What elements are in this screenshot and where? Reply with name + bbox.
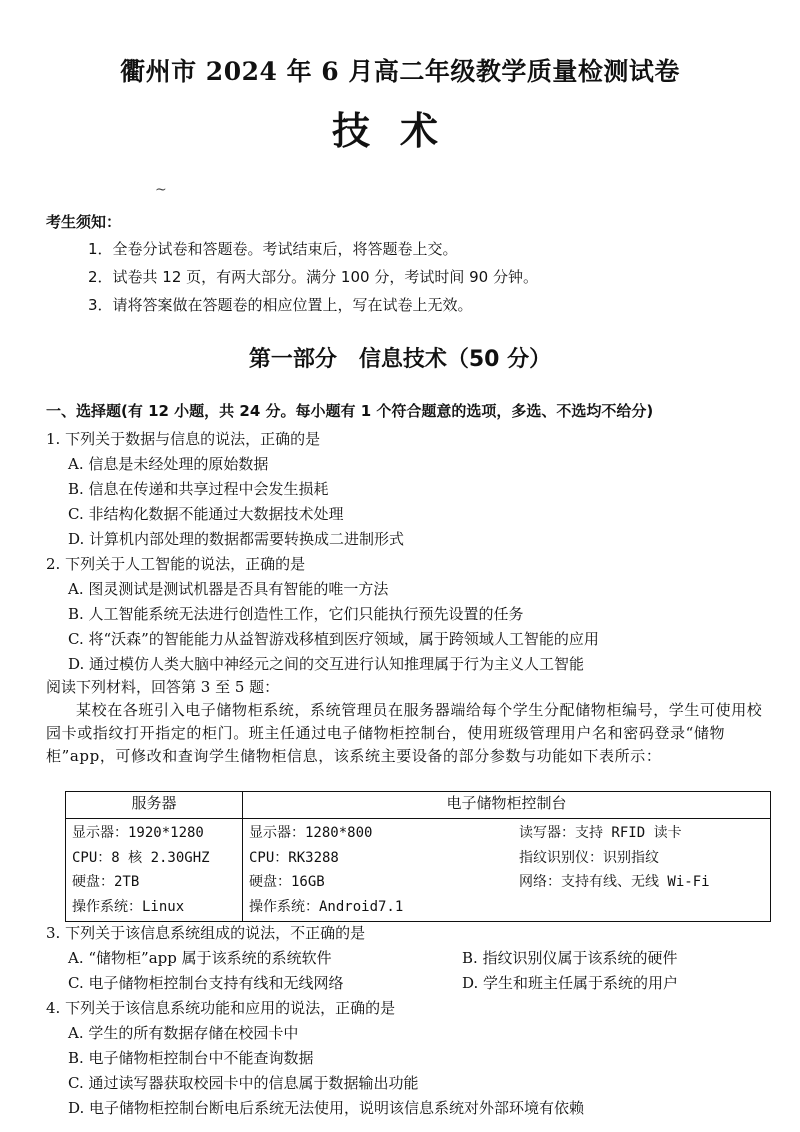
notice-item: 1．全卷分试卷和答题卷。考试结束后，将答题卷上交。: [88, 240, 458, 258]
spec-server-os: 操作系统：Linux: [72, 898, 185, 915]
question-4-option-d: D. 电子储物柜控制台断电后系统无法使用，说明该信息系统对外部环境有依赖: [68, 1099, 585, 1117]
question-2-option-d: D. 通过模仿人类大脑中神经元之间的交互进行认知推理属于行为主义人工智能: [68, 655, 585, 673]
question-4-stem: 4. 下列关于该信息系统功能和应用的说法，正确的是: [46, 999, 396, 1017]
material-paragraph: 某校在各班引入电子储物柜系统，系统管理员在服务器端给每个学生分配储物柜编号，学生可使用校园卡或指纹打开指定的柜门。班主任通过电子储物柜控制台，使用班级管理用户名和密码登录“储物柜”app，可修改和查询学生储物柜信息，该系统主要设备的部分参数与功能如下表所示：: [46, 701, 763, 765]
material-intro: 阅读下列材料，回答第 3 至 5 题：: [46, 678, 280, 696]
exam-title: 衢州市 2024 年 6 月高二年级教学质量检测试卷: [120, 57, 680, 86]
question-4-option-a: A. 学生的所有数据存储在校园卡中: [68, 1024, 299, 1042]
spec-header-server: 服务器: [66, 792, 243, 819]
question-3-stem: 3. 下列关于该信息系统组成的说法，不正确的是: [46, 924, 366, 942]
subject-title: 技术: [331, 108, 468, 153]
spec-console-display: 显示器：1280*800: [249, 825, 373, 841]
question-2-option-c: C. 将“沃森”的智能能力从益智游戏移植到医疗领域，属于跨领域人工智能的应用: [68, 630, 599, 648]
question-3-option-d: D. 学生和班主任属于系统的用户: [462, 974, 679, 992]
spec-table: [65, 791, 771, 922]
spec-console-reader: 读写器：支持 RFID 读卡: [519, 825, 682, 841]
question-4-option-b: B. 电子储物柜控制台中不能查询数据: [68, 1049, 314, 1067]
question-3-option-a: A. “储物柜”app 属于该系统的系统软件: [68, 949, 332, 967]
question-2-option-a: A. 图灵测试是测试机器是否具有智能的唯一方法: [68, 580, 389, 598]
spec-console-disk: 硬盘：16GB: [249, 874, 325, 890]
part-one-heading: 第一部分 信息技术（50 分）: [248, 347, 552, 372]
question-1-option-d: D. 计算机内部处理的数据都需要转换成二进制形式: [68, 530, 405, 548]
spec-header-console: 电子储物柜控制台: [243, 792, 771, 819]
question-3-option-c: C. 电子储物柜控制台支持有线和无线网络: [68, 974, 344, 992]
spec-server-cell: [66, 819, 243, 922]
question-1-option-b: B. 信息在传递和共享过程中会发生损耗: [68, 480, 329, 498]
spec-console-cpu: CPU：RK3288: [249, 849, 339, 866]
question-4-option-c: C. 通过读写器获取校园卡中的信息属于数据输出功能: [68, 1074, 419, 1092]
notice-heading: 考生须知：: [46, 213, 122, 231]
notice-item: 2．试卷共 12 页，有两大部分。满分 100 分，考试时间 90 分钟。: [88, 268, 538, 286]
spec-console-cell: [243, 819, 771, 922]
question-3-option-b: B. 指纹识别仪属于该系统的硬件: [462, 949, 678, 967]
spec-console-fingerprint: 指纹识别仪：识别指纹: [519, 849, 659, 866]
question-1-stem: 1. 下列关于数据与信息的说法，正确的是: [46, 430, 321, 448]
question-2-option-b: B. 人工智能系统无法进行创造性工作，它们只能执行预先设置的任务: [68, 605, 524, 623]
question-2-stem: 2. 下列关于人工智能的说法，正确的是: [46, 555, 306, 573]
spec-server-display: 显示器：1920*1280: [72, 825, 204, 841]
spec-console-network: 网络：支持有线、无线 Wi-Fi: [519, 874, 710, 890]
spec-server-disk: 硬盘：2TB: [72, 874, 140, 890]
question-1-option-c: C. 非结构化数据不能通过大数据技术处理: [68, 505, 344, 523]
scan-mark: ~: [155, 182, 167, 198]
spec-server-cpu: CPU：8 核 2.30GHZ: [72, 849, 210, 866]
spec-console-os: 操作系统：Android7.1: [249, 898, 404, 915]
question-1-option-a: A. 信息是未经处理的原始数据: [68, 455, 269, 473]
notice-item: 3．请将答案做在答题卷的相应位置上，写在试卷上无效。: [88, 296, 473, 314]
section-heading: 一、选择题(有 12 小题，共 24 分。每小题有 1 个符合题意的选项，多选、不选均不给分): [46, 402, 654, 420]
